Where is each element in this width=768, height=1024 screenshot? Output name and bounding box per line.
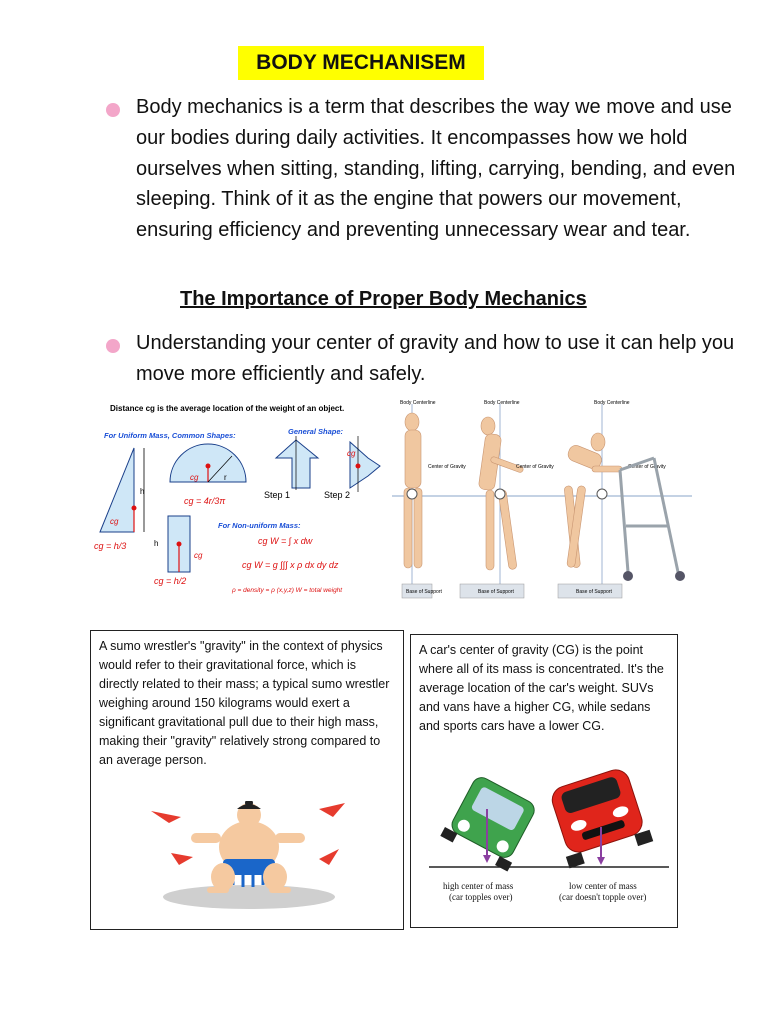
nonuniform-label: For Non-uniform Mass: [218,521,301,530]
cg-heading: Distance cg is the average location of the weight of an object. [110,404,345,413]
svg-text:cg: cg [347,449,356,458]
sumo-box [90,630,404,930]
svg-text:Body Centerline: Body Centerline [594,400,630,406]
svg-text:r: r [224,473,227,482]
svg-text:Body Centerline: Body Centerline [484,400,520,406]
car-text: A car's center of gravity (CG) is the point where all of its mass is concentrated. It's the average location of the car's weight. SUVs and vans have a higher CG, while sedans and sports cars have a lower CG. [419,643,664,733]
step1-label: Step 1 [264,490,291,500]
svg-text:cg = h/3: cg = h/3 [94,541,127,551]
car-illustration [429,763,669,879]
sumo-text: A sumo wrestler's "gravity" in the context of physics would refer to their gravitational force, which is directly related to their mass; a typical sumo wrestler weighing around 150 kilograms would exert a significant gravitational pull due to their high mass, making their "gravity" relatively strong compared to an average person. [99,639,390,767]
green-car [440,772,541,871]
uniform-label: For Uniform Mass, Common Shapes: [104,431,236,440]
svg-text:Base of Support: Base of Support [576,589,612,595]
red-car [545,765,653,868]
svg-text:cg = h/2: cg = h/2 [154,576,187,586]
svg-text:cg: cg [110,517,119,526]
general-label: General Shape: [288,427,344,436]
caption-right-2: (car doesn't topple over) [559,892,647,902]
caption-right-1: low center of mass [569,881,637,891]
svg-text:Body Centerline: Body Centerline [400,400,436,406]
posture-diagram [392,396,692,600]
svg-text:Center of Gravity: Center of Gravity [516,464,554,470]
bullet-icon [106,339,120,353]
intro-paragraph: Body mechanics is a term that describes the way we move and use our bodies during daily activities. It encompasses how we hold ourselves when sitting, standing, lifting, carrying, bending, and even sleeping. Think of it as the engine that powers our movement, ensuring efficiency and preventing unnecessary wear and tear. [114,92,744,246]
svg-text:Center of Gravity: Center of Gravity [428,464,466,470]
sumo-illustration [149,801,349,913]
svg-text:Center of Gravity: Center of Gravity [628,464,666,470]
caption-left-2: (car topples over) [449,892,513,902]
bullet-icon [106,103,120,117]
caption-left-1: high center of mass [443,881,514,891]
svg-text:Base of Support: Base of Support [478,589,514,595]
svg-text:h: h [154,539,159,548]
svg-text:h: h [140,487,145,496]
density-label: ρ = density = ρ (x,y,z) W = total weight [232,587,343,594]
svg-text:cg = 4r/3π: cg = 4r/3π [184,496,226,506]
cg-formula-diagram [92,396,390,600]
svg-text:cg: cg [190,473,199,482]
gravity-paragraph: Understanding your center of gravity and how to use it can help you move more efficiently and safely. [114,328,744,390]
section-heading: The Importance of Proper Body Mechanics [180,288,587,310]
svg-text:cg W = g ∫∫∫ x ρ dx dy dz: cg W = g ∫∫∫ x ρ dx dy dz [242,560,339,570]
document-title: BODY MECHANISEM [238,46,484,80]
step2-label: Step 2 [324,490,351,500]
svg-text:cg: cg [194,551,203,560]
svg-text:Base of Support: Base of Support [406,589,442,595]
car-box [410,634,678,928]
svg-text:cg W = ∫ x dw: cg W = ∫ x dw [258,536,313,546]
